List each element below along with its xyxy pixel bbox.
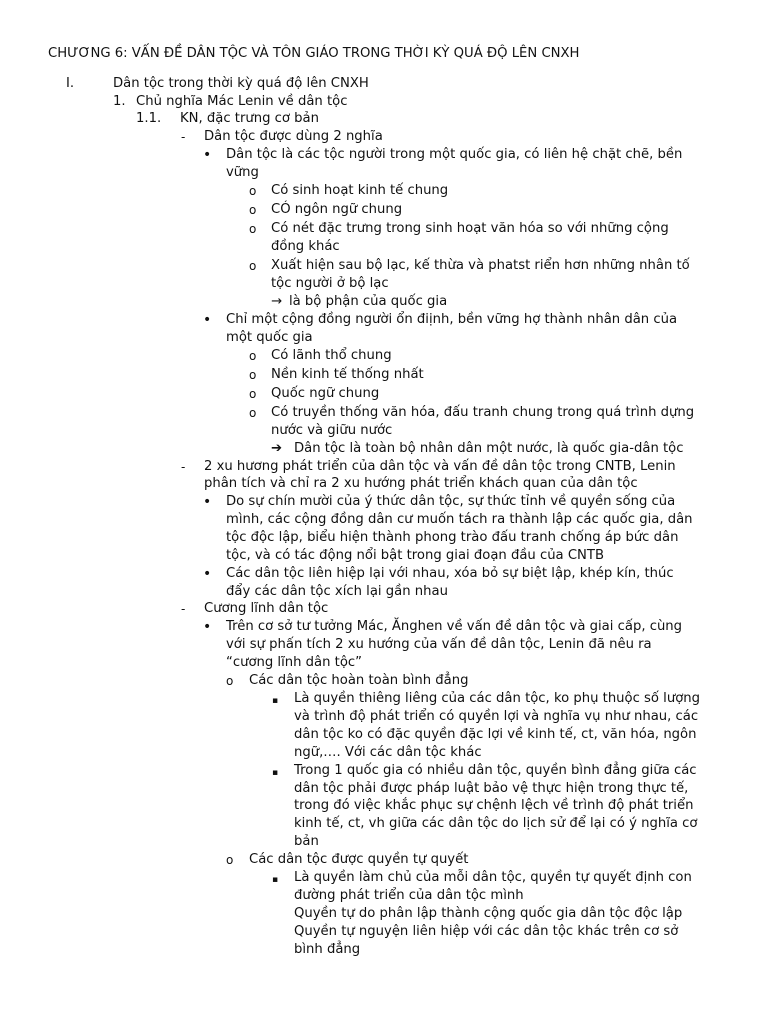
circle-marker: o — [249, 387, 257, 401]
circle-marker: o — [249, 259, 257, 273]
bullet-marker: • — [203, 147, 212, 163]
list-item-continuation: Quyền tự do phân lập thành cộng quốc gia dân tộc độc lập — [294, 906, 683, 921]
square-marker: ▪ — [272, 768, 279, 778]
list-item-continuation: trong đó việc khắc phục sự chệnh lệch về trình độ phát triển — [294, 798, 694, 813]
dash-marker: - — [181, 602, 186, 616]
circle-marker: o — [249, 349, 257, 363]
list-item: Do sự chín mười của ý thức dân tộc, sự thức tỉnh về quyền sống của — [226, 494, 676, 509]
list-item: Là quyền làm chủ của mỗi dân tộc, quyền tự quyết định con — [294, 870, 692, 885]
square-marker: ▪ — [272, 875, 279, 885]
bullet-marker: • — [203, 494, 212, 510]
list-item-continuation: nước và giữu nước — [271, 423, 393, 438]
list-item: Là quyền thiêng liêng của các dân tộc, ko phụ thuộc số lượng — [294, 691, 700, 706]
list-item-continuation: mình, các cộng đồng dân cư muốn tách ra thành lập các quốc gia, dân — [226, 512, 693, 527]
list-item-continuation: “cương lĩnh dân tộc” — [226, 655, 362, 670]
list-item: Có lãnh thổ chung — [271, 348, 392, 363]
subsection-heading: Chủ nghĩa Mác Lenin về dân tộc — [136, 94, 348, 109]
list-item-continuation: một quốc gia — [226, 330, 313, 345]
dash-marker: - — [181, 460, 186, 474]
list-item: Nền kinh tế thống nhất — [271, 367, 424, 382]
list-item-continuation: dân tộc ko có đặc quyền đặc lợi về kinh tế, ct, văn hóa, ngôn — [294, 727, 697, 742]
conclusion-text: là bộ phận của quốc gia — [289, 294, 448, 309]
list-item-continuation: Quyền tự nguyện liên hiệp với các dân tộc khác trên cơ sở — [294, 924, 679, 939]
square-marker: ▪ — [272, 696, 279, 706]
list-item: Xuất hiện sau bộ lạc, kế thừa và phatst riển hơn những nhân tố — [271, 258, 690, 273]
list-item-continuation: đẩy các dân tộc xích lại gần nhau — [226, 584, 448, 599]
conclusion-text: Dân tộc là toàn bộ nhân dân một nước, là quốc gia-dân tộc — [294, 441, 684, 456]
section-heading: Dân tộc trong thời kỳ quá độ lên CNXH — [113, 76, 369, 91]
list-item: Có nét đặc trưng trong sinh hoạt văn hóa so với những cộng — [271, 221, 669, 236]
list-item-continuation: vững — [226, 165, 259, 180]
list-item: Các dân tộc liên hiệp lại với nhau, xóa bỏ sự biệt lập, khép kín, thúc — [226, 566, 674, 581]
chapter-title: CHƯƠNG 6: VẤN ĐỀ DÂN TỘC VÀ TÔN GIÁO TRONG THỜI KỲ QUÁ ĐỘ LÊN CNXH — [48, 46, 580, 61]
list-item: Chỉ một cộng đồng người ổn điịnh, bền vững hợ thành nhân dân của — [226, 312, 678, 327]
list-item-continuation: tộc, và có tác động nổi bật trong giai đoạn đầu của CNTB — [226, 548, 605, 563]
bullet-marker: • — [203, 566, 212, 582]
circle-marker: o — [249, 222, 257, 236]
list-item: Dân tộc được dùng 2 nghĩa — [204, 129, 383, 144]
circle-marker: o — [249, 406, 257, 420]
bullet-marker: • — [203, 619, 212, 635]
list-item: Cương lĩnh dân tộc — [204, 601, 329, 616]
section-number: I. — [66, 76, 75, 91]
list-item-continuation: đường phát triển của dân tộc mình — [294, 888, 524, 903]
list-item-continuation: đồng khác — [271, 239, 340, 254]
list-item-continuation: và trình độ phát triển có quyền lợi và nghĩa vụ như nhau, các — [294, 709, 699, 724]
list-item: Trong 1 quốc gia có nhiều dân tộc, quyền bình đẳng giữa các — [294, 763, 697, 778]
arrow-right-icon: → — [271, 294, 283, 309]
list-item: Các dân tộc hoàn toàn bình đẳng — [249, 673, 469, 688]
list-item-continuation: dân tộc phải được pháp luật bảo vệ thực hiện trong thực tế, — [294, 781, 689, 796]
subsubsection-heading: KN, đặc trưng cơ bản — [180, 111, 319, 126]
list-item: Các dân tộc được quyền tự quyết — [249, 852, 469, 867]
list-item: Dân tộc là các tộc người trong một quốc gia, có liên hệ chặt chẽ, bền — [226, 147, 683, 162]
list-item: CÓ ngôn ngữ chung — [271, 202, 403, 217]
list-item-continuation: ngữ,…. Với các dân tộc khác — [294, 745, 482, 760]
circle-marker: o — [226, 674, 234, 688]
dash-marker: - — [181, 130, 186, 144]
list-item-continuation: với sự phấn tích 2 xu hướng của vấn đề dân tộc, Lenin đã nêu ra — [226, 637, 652, 652]
circle-marker: o — [249, 368, 257, 382]
list-item: Có sinh hoạt kinh tế chung — [271, 183, 449, 198]
list-item-continuation: bản — [294, 834, 319, 849]
arrow-right-icon: ➔ — [271, 441, 283, 456]
list-item-continuation: tộc độc lập, biểu hiện thành phong trào đấu tranh chống áp bức dân — [226, 530, 679, 545]
list-item-continuation: bình đẳng — [294, 942, 361, 957]
circle-marker: o — [249, 203, 257, 217]
list-item-continuation: tộc người ở bộ lạc — [271, 276, 389, 291]
list-item-continuation: kinh tế, ct, vh giữa các dân tộc do lịch sử để lại có ý nghĩa cơ — [294, 816, 698, 831]
list-item: Trên cơ sở tư tưởng Mác, Ănghen về vấn đề dân tộc và giai cấp, cùng — [226, 619, 683, 634]
list-item: 2 xu hương phát triển của dân tộc và vấn đề dân tộc trong CNTB, Lenin — [204, 459, 676, 474]
subsection-number: 1. — [113, 94, 126, 109]
list-item: Quốc ngữ chung — [271, 386, 380, 401]
subsubsection-number: 1.1. — [136, 111, 162, 126]
bullet-marker: • — [203, 312, 212, 328]
circle-marker: o — [249, 184, 257, 198]
circle-marker: o — [226, 853, 234, 867]
list-item: Có truyền thống văn hóa, đấu tranh chung trong quá trình dựng — [271, 405, 695, 420]
list-item-continuation: phân tích và chỉ ra 2 xu hướng phát triển khách quan của dân tộc — [204, 476, 638, 491]
